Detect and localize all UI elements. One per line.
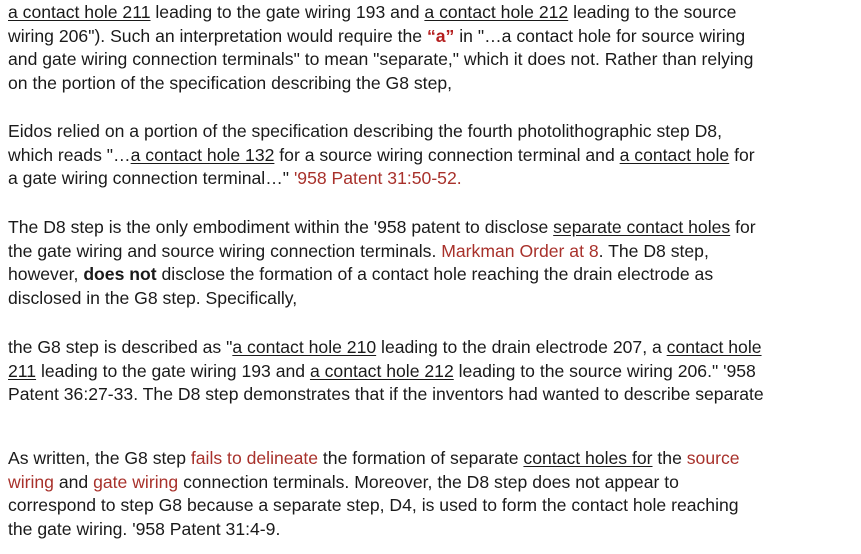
paragraph-3-line-4: disclosed in the G8 step. Specifically, [8, 287, 298, 308]
text-run: leading to the source wiring 206." '958 [453, 360, 756, 381]
underlined-reference: a contact hole 210 [232, 337, 377, 357]
text-run: leading to the gate wiring 193 and [36, 360, 310, 381]
highlighted-phrase: gate wiring [93, 471, 179, 492]
paragraph-3-line-1 [8, 216, 861, 240]
text-run: in "…a contact hole for source wiring [454, 25, 746, 46]
paragraph-3-line-2 [8, 240, 861, 264]
paragraph-4-line-1 [8, 336, 861, 360]
underlined-reference: a contact hole [619, 144, 730, 165]
text-run: . The D8 step, [598, 240, 709, 261]
patent-citation: '958 Patent 31:50-52. [293, 168, 462, 189]
underlined-reference: a contact hole 212 [424, 2, 569, 22]
underlined-reference: contact hole [666, 337, 762, 357]
paragraph-5-line-4: the gate wiring. '958 Patent 31:4-9. [8, 518, 281, 539]
text-run: the [652, 448, 687, 468]
underlined-reference: a contact hole 132 [130, 144, 275, 165]
paragraph-1-line-3: and gate wiring connection terminals" to mean "separate," which it does not. Rather than relying [8, 49, 754, 70]
paragraph-1 [8, 1, 861, 95]
underlined-reference: contact holes for [523, 448, 653, 468]
paragraph-4-line-2 [8, 360, 861, 384]
paragraph-5 [8, 447, 861, 541]
underlined-reference: 211 [8, 360, 37, 381]
underlined-reference: a contact hole 212 [309, 360, 454, 381]
text-run: however, [8, 264, 84, 285]
text-run: a gate wiring connection terminal…" [8, 168, 294, 189]
highlighted-phrase: fails to delineate [190, 448, 319, 468]
markman-citation: Markman Order at 8 [441, 240, 599, 261]
text-run: for a source wiring connection terminal and [274, 144, 620, 165]
underlined-reference: a contact hole 211 [8, 2, 151, 22]
paragraph-4-line-3: Patent 36:27-33. The D8 step demonstrates that if the inventors had wanted to describe separate [8, 384, 764, 405]
bold-emphasis: does not [83, 264, 157, 285]
paragraph-2-line-1: Eidos relied on a portion of the specification describing the fourth photolithographic step D8, [8, 121, 722, 141]
paragraph-1-line-2 [8, 25, 861, 49]
text-run: As written, the G8 step [8, 448, 191, 468]
text-run: leading to the source [568, 2, 737, 22]
text-run: connection terminals. Moreover, the D8 step does not appear to [178, 471, 679, 492]
paragraph-2-line-2 [8, 144, 861, 168]
text-run: leading to the drain electrode 207, a [376, 337, 667, 357]
text-run: wiring 206"). Such an interpretation would require the [8, 25, 427, 46]
text-run: the formation of separate [318, 448, 524, 468]
paragraph-5-line-1 [8, 447, 861, 471]
paragraph-5-line-3: correspond to step G8 because a separate step, D4, is used to form the contact hole reaching [8, 495, 739, 516]
paragraph-2 [8, 120, 861, 191]
highlighted-phrase: source [686, 448, 740, 468]
text-run: The D8 step is the only embodiment within the '958 patent to disclose [8, 217, 554, 237]
paragraph-2-line-3 [8, 167, 861, 191]
paragraph-3-line-3 [8, 263, 861, 287]
paragraph-5-line-2 [8, 471, 861, 495]
text-run: for [730, 217, 756, 237]
text-run: which reads "… [8, 144, 131, 165]
paragraph-4 [8, 336, 861, 407]
text-run: leading to the gate wiring 193 and [150, 2, 425, 22]
text-run: and [53, 471, 94, 492]
text-run: the G8 step is described as " [8, 337, 233, 357]
text-run: disclose the formation of a contact hole reaching the drain electrode as [156, 264, 714, 285]
emphasized-quote: “a” [426, 25, 455, 46]
text-run: for [729, 144, 755, 165]
paragraph-3 [8, 216, 861, 310]
highlighted-phrase: wiring [8, 471, 54, 492]
paragraph-1-line-1 [8, 1, 861, 25]
text-run: the gate wiring and source wiring connection terminals. [8, 240, 442, 261]
underlined-reference: separate contact holes [553, 217, 731, 237]
paragraph-1-line-4: on the portion of the specification describing the G8 step, [8, 72, 453, 93]
